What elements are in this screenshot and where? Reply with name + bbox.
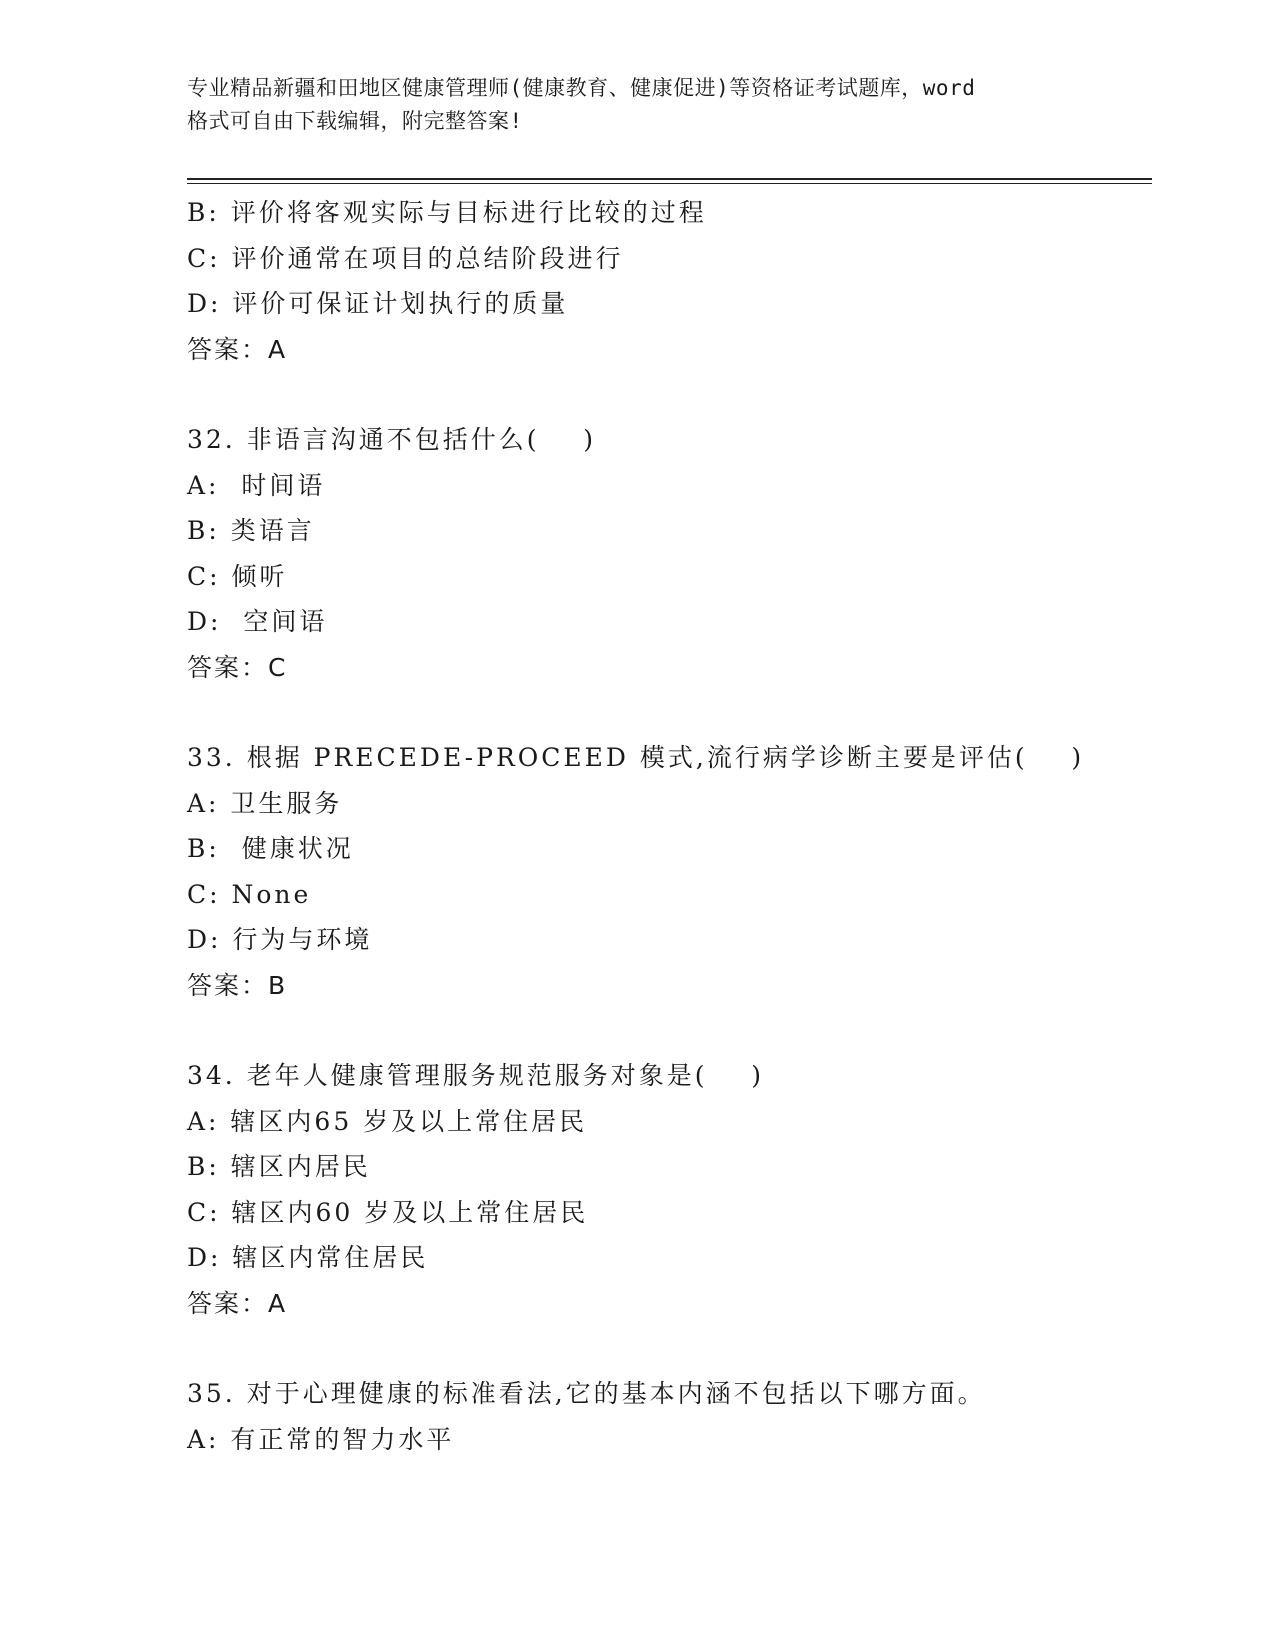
header-line-1: 专业精品新疆和田地区健康管理师(健康教育、健康促进)等资格证考试题库，word xyxy=(187,76,976,100)
option-a: A: 有正常的智力水平 xyxy=(187,1424,455,1454)
answer-line: 答案：B xyxy=(187,970,288,1000)
option-d: D: 评价可保证计划执行的质量 xyxy=(187,289,569,318)
answer-line: 答案：A xyxy=(187,334,288,364)
option-c: C: 倾听 xyxy=(187,561,288,591)
option-d: D: 行为与环境 xyxy=(187,925,373,954)
question-text: 32. 非语言沟通不包括什么( ) xyxy=(187,425,596,454)
option-b: B: 评价将客观实际与目标进行比较的过程 xyxy=(187,198,707,227)
question-text: 35. 对于心理健康的标准看法,它的基本内涵不包括以下哪方面。 xyxy=(187,1379,986,1408)
question-block-32 xyxy=(187,417,1147,690)
question-block-35 xyxy=(187,1371,1147,1462)
header-rule-top xyxy=(187,178,1152,180)
question-text: 34. 老年人健康管理服务规范服务对象是( ) xyxy=(187,1061,765,1090)
header-line-2: 格式可自由下载编辑，附完整答案! xyxy=(187,109,523,133)
question-block-31 xyxy=(187,190,1147,372)
document-header xyxy=(187,72,1087,138)
question-list xyxy=(187,190,1147,1462)
option-b: B: 辖区内居民 xyxy=(187,1152,371,1181)
question-block-34 xyxy=(187,1053,1147,1326)
option-a: A: 时间语 xyxy=(187,470,326,500)
option-c: C: 辖区内60 岁及以上常住居民 xyxy=(187,1197,589,1227)
question-block-33 xyxy=(187,735,1147,1008)
option-a: A: 卫生服务 xyxy=(187,788,343,818)
question-text: 33. 根据 PRECEDE-PROCEED 模式,流行病学诊断主要是评估( ) xyxy=(187,743,1085,772)
option-b: B: 健康状况 xyxy=(187,834,354,863)
option-d: D: 辖区内常住居民 xyxy=(187,1243,429,1272)
option-a: A: 辖区内65 岁及以上常住居民 xyxy=(187,1106,588,1136)
option-d: D: 空间语 xyxy=(187,607,328,636)
option-c: C: None xyxy=(187,879,312,909)
option-b: B: 类语言 xyxy=(187,516,315,545)
answer-line: 答案：A xyxy=(187,1288,288,1318)
answer-line: 答案：C xyxy=(187,652,288,682)
header-rule-bottom xyxy=(187,183,1152,184)
option-c: C: 评价通常在项目的总结阶段进行 xyxy=(187,243,624,273)
